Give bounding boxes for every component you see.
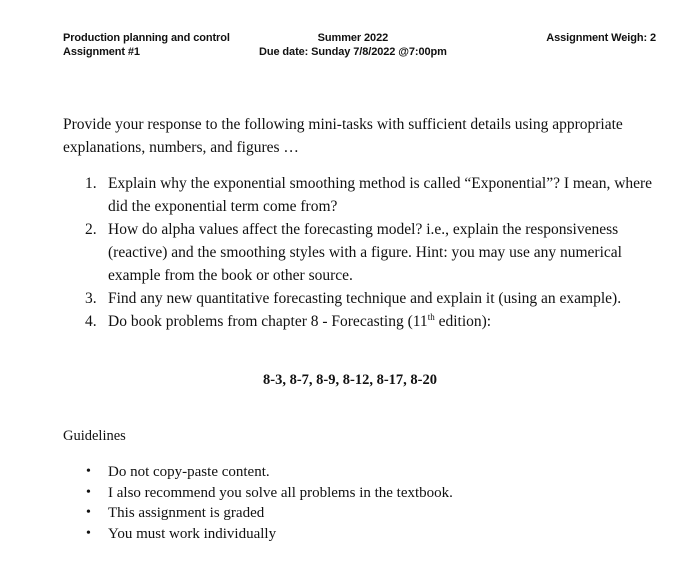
guideline-text: This assignment is graded	[108, 505, 265, 521]
guidelines-title: Guidelines	[63, 428, 126, 444]
guideline-text: I also recommend you solve all problems in the textbook.	[108, 484, 453, 501]
edition-superscript: th	[427, 311, 435, 322]
guideline-item	[63, 462, 663, 483]
course-title: Production planning and control	[63, 32, 230, 44]
task-text: Explain why the exponential smoothing method is called “Exponential”? I mean, where did the exponential term come from?	[108, 175, 653, 215]
guideline-item	[63, 524, 663, 545]
guideline-text: You must work individually	[108, 525, 277, 542]
task-list	[63, 172, 663, 333]
header-left	[63, 31, 230, 59]
bullet-icon: •	[86, 464, 91, 479]
guidelines-list	[63, 462, 663, 544]
task-text: Find any new quantitative forecasting technique and explain it (using an example).	[108, 290, 622, 307]
task-text-after: edition):	[434, 313, 492, 330]
assignment-number: Assignment #1	[63, 46, 140, 58]
task-number: 2.	[85, 221, 97, 238]
header-center	[259, 31, 447, 59]
bullet-icon: •	[86, 484, 91, 500]
bullet-icon: •	[86, 525, 91, 541]
header-right	[546, 31, 656, 45]
assignment-weight: Assignment Weigh: 2	[546, 32, 656, 44]
problem-list: 8-3, 8-7, 8-9, 8-12, 8-17, 8-20	[263, 372, 437, 388]
guideline-item	[63, 483, 663, 504]
guideline-text: Do not copy-paste content.	[108, 464, 270, 480]
task-item	[63, 287, 663, 310]
bullet-icon: •	[86, 505, 91, 520]
task-text-before: Do book problems from chapter 8 - Forecasting (11	[108, 313, 428, 330]
term: Summer 2022	[317, 32, 389, 44]
task-item	[63, 310, 663, 333]
due-date: Due date: Sunday 7/8/2022 @7:00pm	[259, 46, 447, 58]
intro-paragraph: Provide your response to the following mini-tasks with sufficient details using appropriate explanations, numbers, and figures …	[63, 116, 623, 156]
task-number: 4.	[85, 313, 97, 330]
task-item	[63, 218, 663, 287]
guideline-item	[63, 503, 663, 524]
task-item	[63, 172, 663, 218]
task-number: 1.	[85, 175, 97, 192]
task-text: How do alpha values affect the forecasting model? i.e., explain the responsiveness (reactive) and the smoothing styles with a figure. Hint: you may use any numerical example from the book or other source.	[108, 221, 622, 284]
task-number: 3.	[85, 290, 97, 307]
